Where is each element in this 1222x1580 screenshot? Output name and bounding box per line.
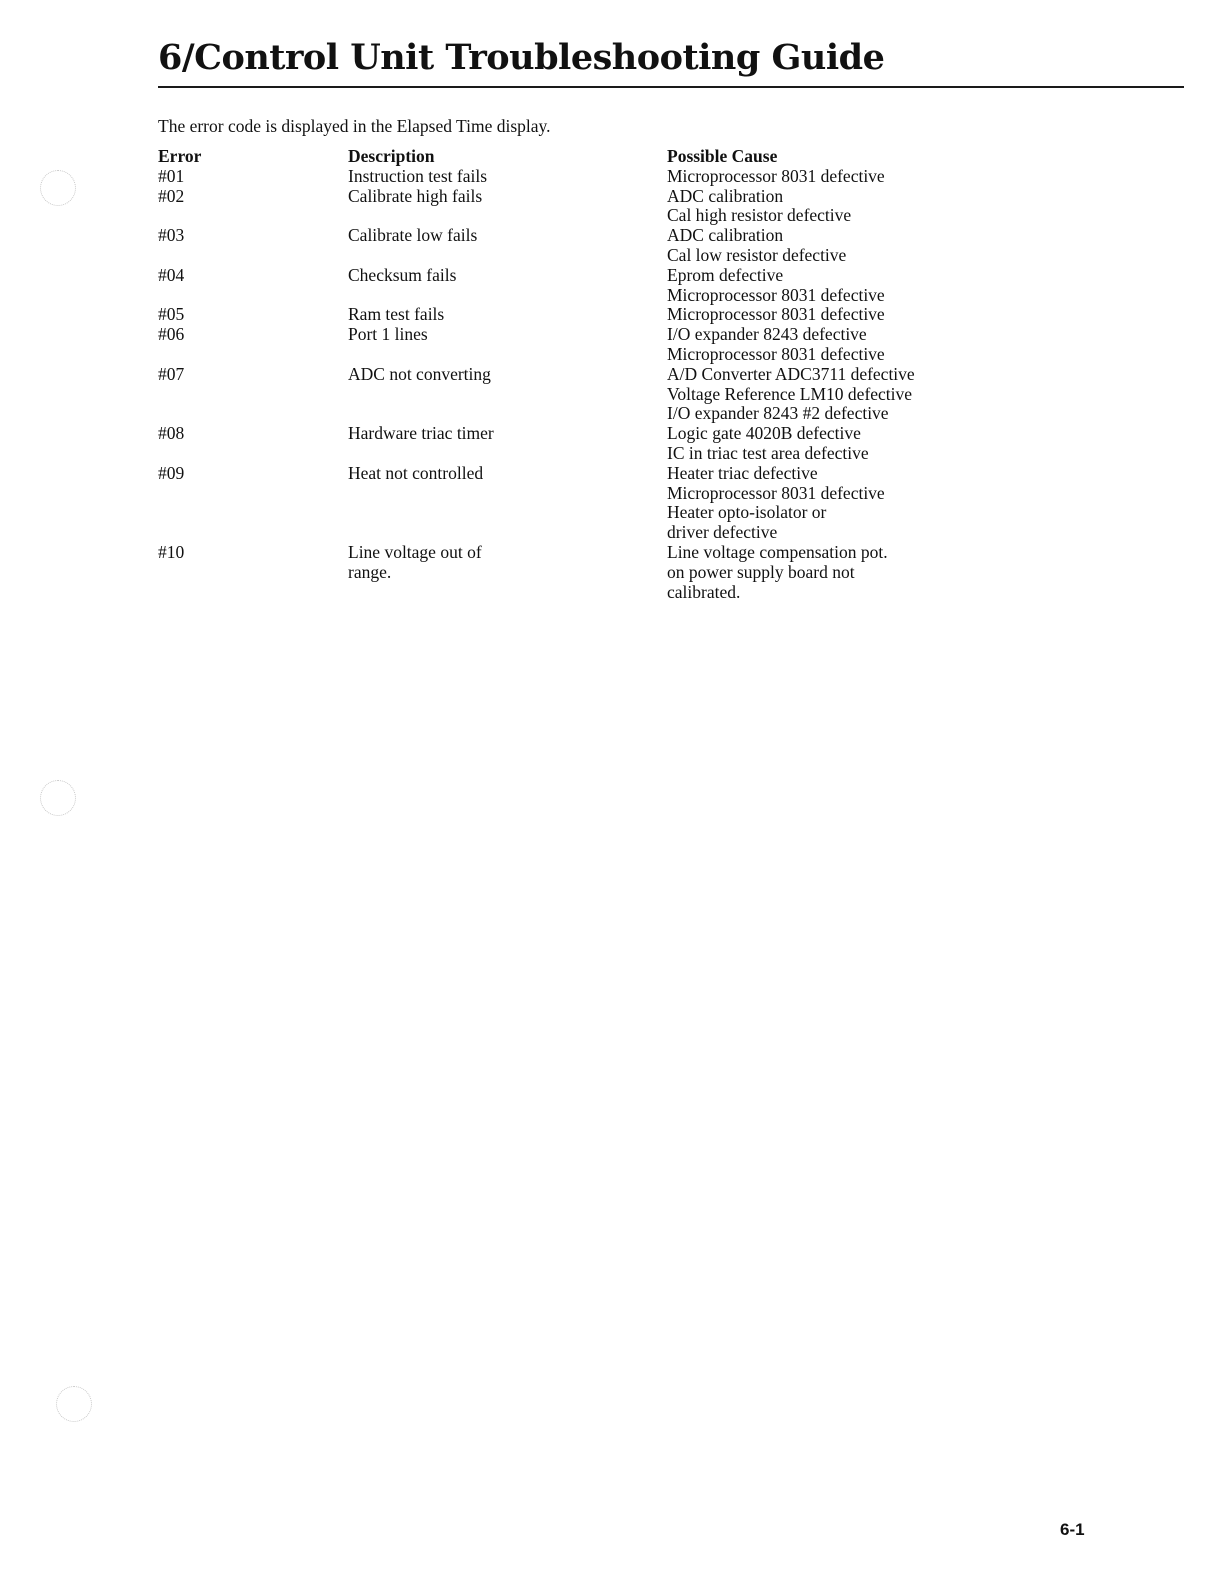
- table-row: [158, 325, 1008, 365]
- possible-cause: [667, 305, 1008, 325]
- possible-cause: [667, 187, 1008, 227]
- cause-line: Cal low resistor defective: [667, 244, 847, 265]
- cause-line: driver defective: [667, 522, 778, 543]
- table-row: [158, 305, 1008, 325]
- intro-text: The error code is displayed in the Elapsed Time display.: [158, 116, 551, 136]
- table-row: [158, 365, 1008, 424]
- punch-hole-middle: [40, 780, 76, 816]
- cause-line: I/O expander 8243 defective: [667, 324, 867, 345]
- error-description: [348, 226, 667, 266]
- error-description: [348, 365, 667, 424]
- error-code: #03: [158, 225, 185, 246]
- cause-line: Eprom defective: [667, 264, 784, 285]
- punch-hole-top: [40, 170, 76, 206]
- cause-line: on power supply board not: [667, 561, 855, 582]
- table-row: [158, 187, 1008, 227]
- error-code: #05: [158, 304, 185, 325]
- description-line: ADC not converting: [348, 363, 491, 384]
- error-description: [348, 543, 667, 602]
- description-line: Line voltage out of: [348, 541, 482, 562]
- description-line: Heat not controlled: [348, 462, 484, 483]
- cause-line: ADC calibration: [667, 225, 784, 246]
- punch-hole-bottom: [56, 1386, 92, 1422]
- error-description: [348, 187, 667, 227]
- table-row: [158, 464, 1008, 543]
- error-code: #09: [158, 462, 185, 483]
- description-line: Calibrate low fails: [348, 225, 478, 246]
- possible-cause: [667, 543, 1008, 602]
- error-description: [348, 424, 667, 464]
- cause-line: Microprocessor 8031 defective: [667, 284, 885, 305]
- header-description: Description: [348, 146, 435, 166]
- cause-line: Heater triac defective: [667, 462, 818, 483]
- possible-cause: [667, 167, 1008, 187]
- description-line: Port 1 lines: [348, 324, 428, 345]
- table-row: [158, 226, 1008, 266]
- description-line: Checksum fails: [348, 264, 457, 285]
- table-header-row: [158, 147, 1008, 167]
- description-line: Calibrate high fails: [348, 185, 483, 206]
- error-code: #07: [158, 363, 185, 384]
- page-number: 6-1: [1060, 1520, 1085, 1539]
- error-code: #06: [158, 324, 185, 345]
- error-description: [348, 167, 667, 187]
- cause-line: Cal high resistor defective: [667, 205, 852, 226]
- cause-line: Microprocessor 8031 defective: [667, 343, 885, 364]
- possible-cause: [667, 325, 1008, 365]
- cause-line: Microprocessor 8031 defective: [667, 482, 885, 503]
- error-code: #02: [158, 185, 185, 206]
- cause-line: Logic gate 4020B defective: [667, 423, 861, 444]
- cause-line: Microprocessor 8031 defective: [667, 165, 885, 186]
- title-rule: [158, 86, 1184, 88]
- cause-line: Microprocessor 8031 defective: [667, 304, 885, 325]
- error-code: #08: [158, 423, 185, 444]
- error-code: #04: [158, 264, 185, 285]
- error-code: #10: [158, 541, 185, 562]
- cause-line: A/D Converter ADC3711 defective: [667, 363, 915, 384]
- possible-cause: [667, 464, 1008, 543]
- possible-cause: [667, 365, 1008, 424]
- possible-cause: [667, 424, 1008, 464]
- header-possible-cause: Possible Cause: [667, 146, 778, 166]
- table-row: [158, 167, 1008, 187]
- error-description: [348, 464, 667, 543]
- description-line: Instruction test fails: [348, 165, 488, 186]
- cause-line: calibrated.: [667, 581, 741, 602]
- error-description: [348, 305, 667, 325]
- cause-line: I/O expander 8243 #2 defective: [667, 403, 889, 424]
- cause-line: IC in triac test area defective: [667, 442, 869, 463]
- header-error: Error: [158, 146, 202, 166]
- description-line: Ram test fails: [348, 304, 445, 325]
- error-code-table: [158, 147, 1008, 602]
- description-line: Hardware triac timer: [348, 423, 494, 444]
- possible-cause: [667, 226, 1008, 266]
- cause-line: ADC calibration: [667, 185, 784, 206]
- description-line: range.: [348, 561, 392, 582]
- error-rows: [158, 167, 1008, 603]
- cause-line: Voltage Reference LM10 defective: [667, 383, 913, 404]
- page-title: 6/Control Unit Troubleshooting Guide: [158, 37, 885, 78]
- possible-cause: [667, 266, 1008, 306]
- table-row: [158, 424, 1008, 464]
- error-description: [348, 266, 667, 306]
- error-description: [348, 325, 667, 365]
- table-row: [158, 266, 1008, 306]
- table-row: [158, 543, 1008, 602]
- cause-line: Line voltage compensation pot.: [667, 541, 888, 562]
- error-code: #01: [158, 165, 185, 186]
- cause-line: Heater opto-isolator or: [667, 502, 827, 523]
